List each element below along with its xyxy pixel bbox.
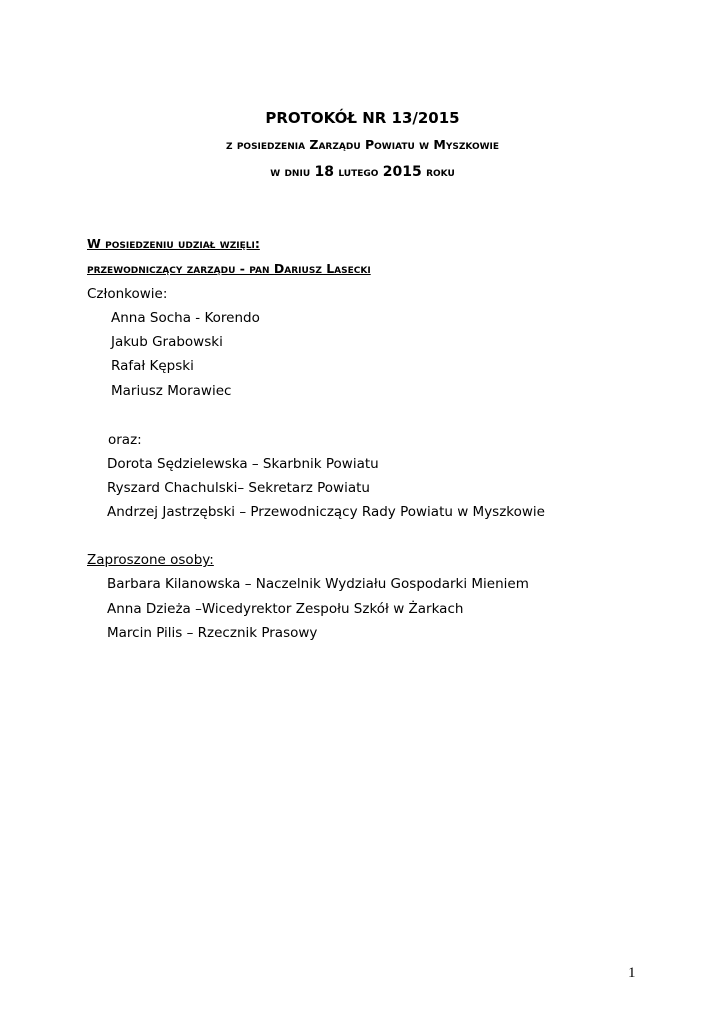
- also-present-item: Ryszard Chachulski– Sekretarz Powiatu: [107, 480, 370, 496]
- invited-item: Marcin Pilis – Rzecznik Prasowy: [107, 625, 318, 641]
- member-item: Mariusz Morawiec: [111, 383, 232, 399]
- document-subtitle-line-2: [0, 165, 725, 179]
- chair-heading: przewodniczący zarządu - pan Dariusz Lasecki: [87, 261, 371, 276]
- subtitle-suffix: roku: [426, 164, 455, 179]
- subtitle-month: lutego: [338, 164, 379, 179]
- document-title: PROTOKÓŁ NR 13/2015: [265, 109, 460, 127]
- page-number: 1: [628, 965, 636, 981]
- also-present-item: Dorota Sędzielewska – Skarbnik Powiatu: [107, 456, 379, 472]
- subtitle-year: 2015: [382, 164, 422, 180]
- subtitle-date-prefix: w dniu: [270, 164, 311, 179]
- invited-item: Anna Dzieża –Wicedyrektor Zespołu Szkół w Żarkach: [107, 601, 464, 617]
- member-item: Anna Socha - Korendo: [111, 310, 260, 326]
- subtitle-day: 18: [314, 164, 334, 180]
- invited-label: Zaproszone osoby:: [87, 552, 214, 568]
- member-item: Rafał Kępski: [111, 358, 194, 374]
- members-label: Członkowie:: [87, 286, 168, 302]
- document-subtitle-line-1: z posiedzenia Zarządu Powiatu w Myszkowie: [225, 137, 500, 152]
- also-present-item: Andrzej Jastrzębski – Przewodniczący Rady Powiatu w Myszkowie: [107, 504, 545, 520]
- invited-item: Barbara Kilanowska – Naczelnik Wydziału Gospodarki Mieniem: [107, 576, 529, 592]
- attendance-heading: W posiedzeniu udział wzięli:: [87, 236, 260, 251]
- member-item: Jakub Grabowski: [111, 334, 223, 350]
- also-present-label: oraz:: [108, 432, 142, 448]
